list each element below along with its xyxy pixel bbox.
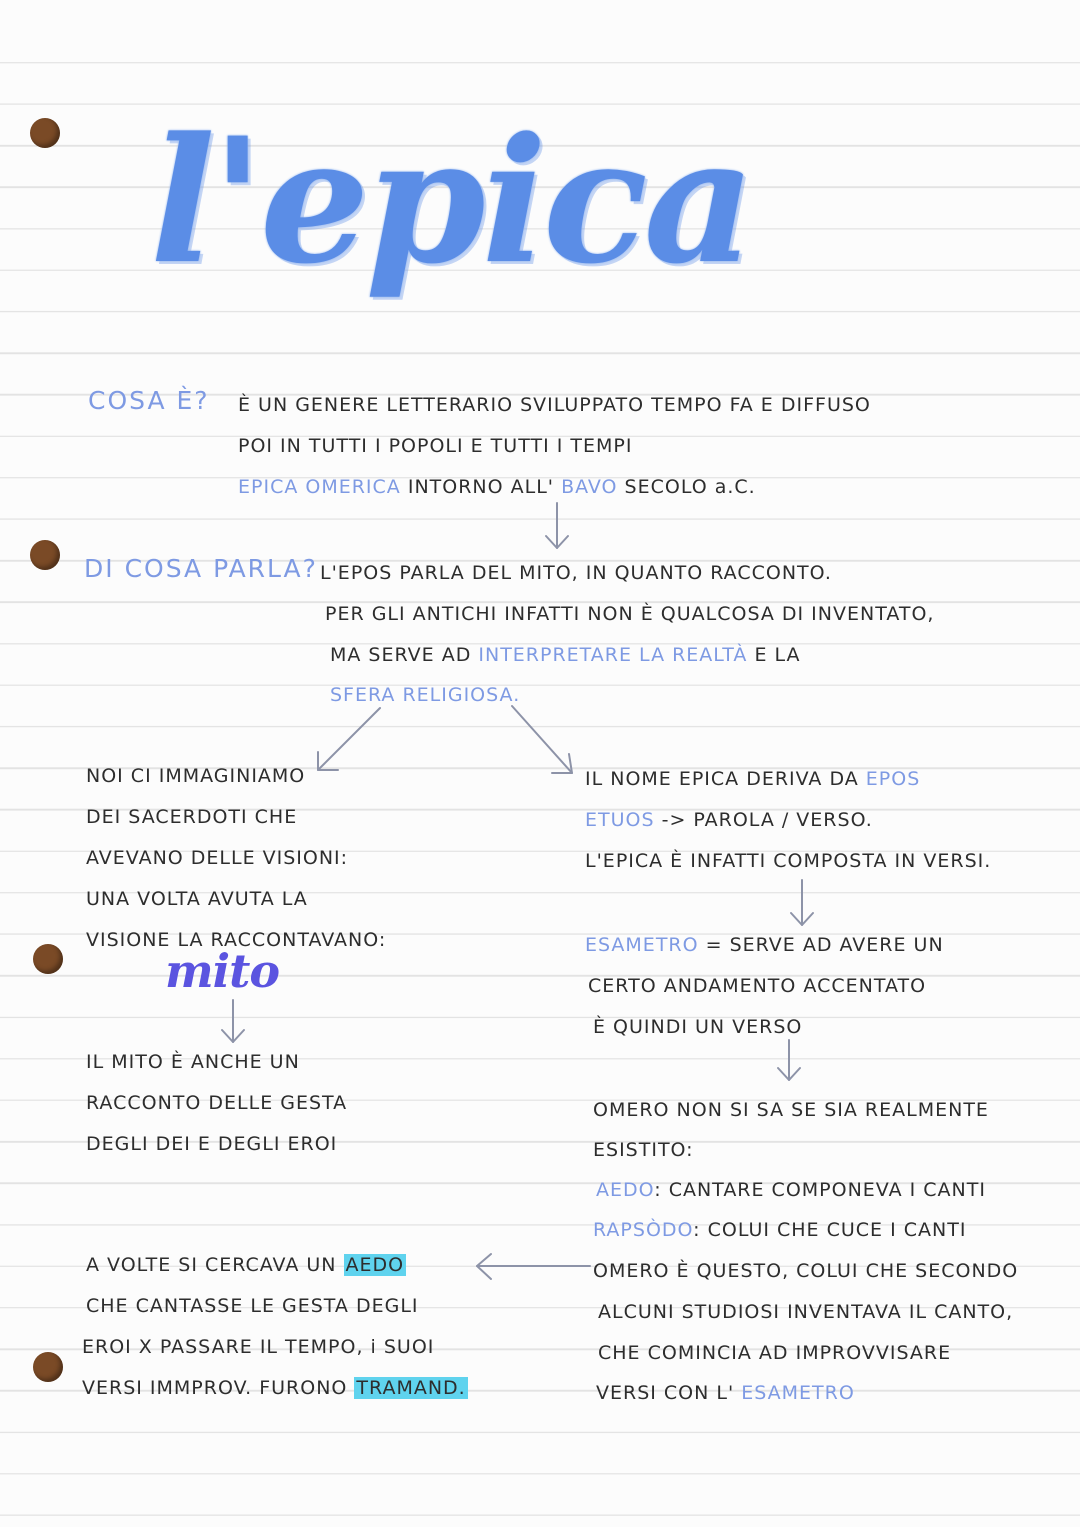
text-line: È QUINDI UN VERSO	[593, 1016, 803, 1038]
text-line: CHE CANTASSE LE GESTA DEGLI	[86, 1295, 419, 1317]
text-line: È UN GENERE LETTERARIO SVILUPPATO TEMPO FA E DIFFUSO	[238, 394, 871, 416]
text-line: OMERO NON SI SA SE SIA REALMENTE	[593, 1099, 989, 1121]
term-epos: EPOS	[865, 768, 921, 790]
text-fragment: E LA	[747, 644, 801, 666]
highlight-tramand: TRAMAND.	[356, 1377, 466, 1399]
text-fragment: IL NOME EPICA DERIVA DA	[585, 768, 866, 790]
text-line: UNA VOLTA AVUTA LA	[86, 888, 308, 910]
page-title: l'epica	[150, 99, 752, 302]
term-century: BAVO	[561, 476, 618, 498]
text-line: CHE COMINCIA AD IMPROVVISARE	[598, 1342, 952, 1364]
text-line: PER GLI ANTICHI INFATTI NON È QUALCOSA DI INVENTATO,	[325, 603, 935, 625]
term-epica-omerica: EPICA OMERICA	[238, 476, 401, 498]
text-line: L'EPOS PARLA DEL MITO, IN QUANTO RACCONTO.	[320, 562, 832, 584]
text-fragment: VERSI IMMPROV. FURONO	[82, 1377, 355, 1399]
highlight-aedo: AEDO	[345, 1254, 405, 1276]
text-fragment: = SERVE AD AVERE UN	[698, 934, 944, 956]
text-line: NOI CI IMMAGINIAMO	[86, 765, 306, 787]
term-rapsodo: RAPSÒDO	[593, 1219, 694, 1241]
text-line: ALCUNI STUDIOSI INVENTAVA IL CANTO,	[598, 1301, 1014, 1323]
text-line: IL MITO È ANCHE UN	[86, 1051, 300, 1073]
text-line: DEGLI DEI E DEGLI EROI	[86, 1133, 338, 1155]
term-esametro-2: ESAMETRO	[741, 1382, 855, 1404]
arrow-left-icon	[477, 1254, 590, 1279]
text-fragment: MA SERVE AD	[330, 644, 479, 666]
text-line: POI IN TUTTI I POPOLI E TUTTI I TEMPI	[238, 435, 633, 457]
text-line: VISIONE LA RACCONTAVANO:	[86, 929, 387, 951]
arrow-down-left-icon	[318, 708, 380, 770]
term-sfera-religiosa: SFERA RELIGIOSA.	[330, 684, 521, 706]
text-fragment: A VOLTE SI CERCAVA UN	[86, 1254, 344, 1276]
text-fragment: VERSI CON L'	[596, 1382, 742, 1404]
label-cosa-e: COSA È?	[88, 386, 210, 415]
text-line: OMERO È QUESTO, COLUI CHE SECONDO	[593, 1260, 1019, 1282]
text-line: RACCONTO DELLE GESTA	[86, 1092, 348, 1114]
text-line: L'EPICA È INFATTI COMPOSTA IN VERSI.	[585, 850, 992, 872]
text-line: DEI SACERDOTI CHE	[86, 806, 298, 828]
arrow-down-icon	[791, 880, 813, 925]
text-fragment: -> PAROLA / VERSO.	[654, 809, 873, 831]
text-fragment: INTORNO ALL'	[400, 476, 562, 498]
term-esametro: ESAMETRO	[585, 934, 699, 956]
arrow-down-icon	[778, 1040, 800, 1080]
text-fragment: : CANTARE COMPONEVA I CANTI	[654, 1179, 986, 1201]
term-aedo: AEDO	[596, 1179, 655, 1201]
term-interpretare: INTERPRETARE LA REALTÀ	[478, 644, 748, 666]
arrow-down-icon	[546, 503, 568, 548]
text-fragment: : COLUI CHE CUCE I CANTI	[693, 1219, 967, 1241]
arrow-down-right-icon	[512, 706, 572, 773]
text-fragment: SECOLO a.C.	[617, 476, 756, 498]
arrow-down-icon	[222, 1000, 244, 1042]
term-etuos: ETUOS	[585, 809, 655, 831]
text-line: ESISTITO:	[593, 1139, 694, 1161]
mito-word: mito	[165, 944, 280, 998]
text-line: AVEVANO DELLE VISIONI:	[86, 847, 349, 869]
text-line: EROI X PASSARE IL TEMPO, i SUOI	[82, 1336, 435, 1358]
text-line: CERTO ANDAMENTO ACCENTATO	[588, 975, 927, 997]
label-di-cosa-parla: DI COSA PARLA?	[84, 554, 318, 583]
